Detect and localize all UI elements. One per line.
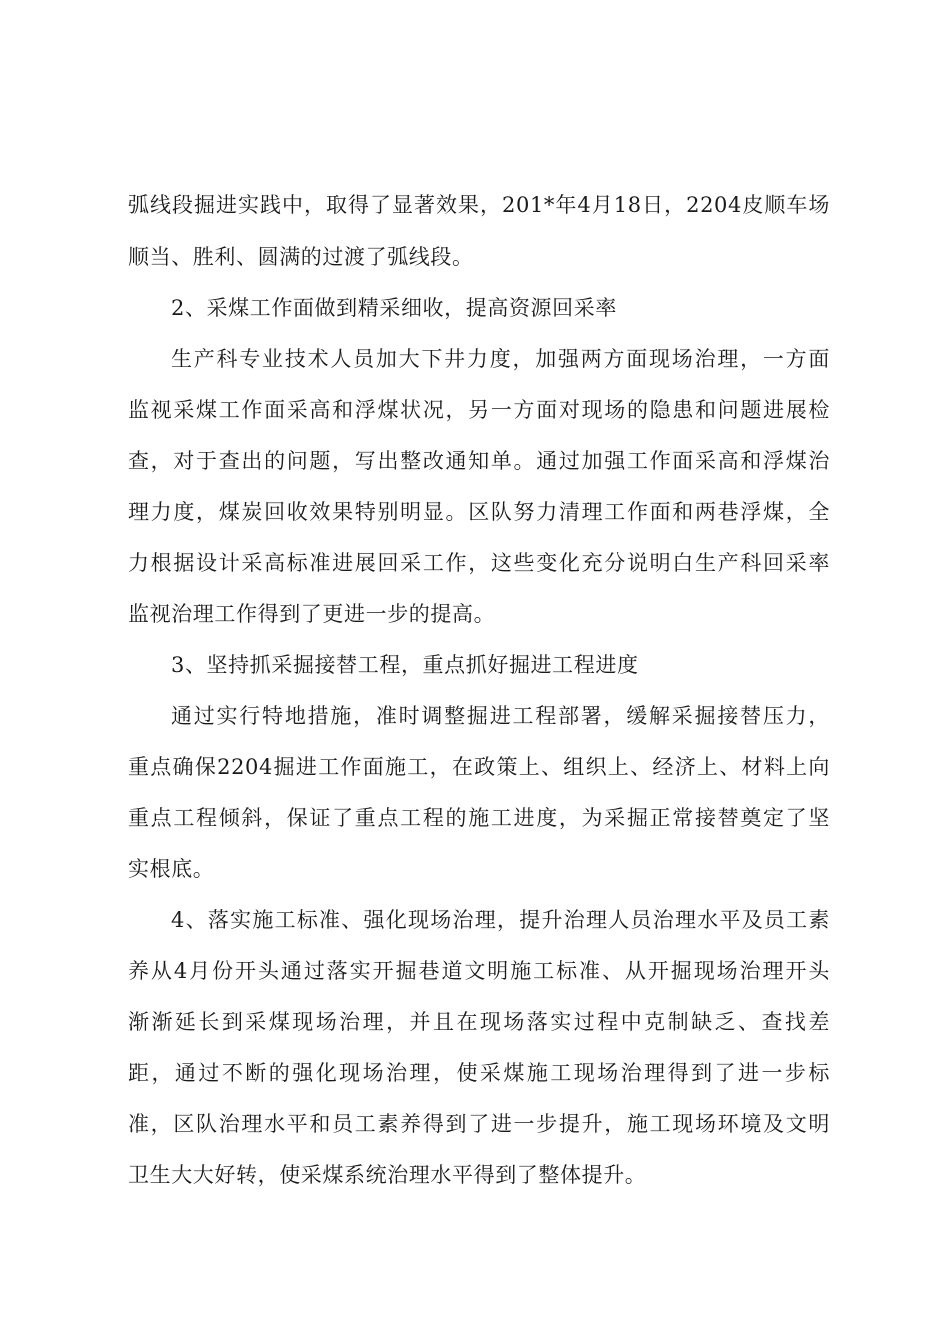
paragraph-3-line-4: 实根底。 xyxy=(128,857,215,881)
paragraph-2-line-2: 监视采煤工作面采高和浮煤状况，另一方面对现场的隐患和问题进展检 xyxy=(128,398,830,422)
section-heading-2: 2、采煤工作面做到精采细收，提高资源回采率 xyxy=(171,296,617,320)
paragraph-1-line-2: 顺当、胜利、圆满的过渡了弧线段。 xyxy=(128,245,474,269)
section-heading-4: 4、落实施工标准、强化现场治理，提升治理人员治理水平及员工素 xyxy=(171,908,830,932)
paragraph-4-line-5: 卫生大大好转，使采煤系统治理水平得到了整体提升。 xyxy=(128,1163,647,1187)
paragraph-2-line-3: 查，对于查出的问题，写出整改通知单。通过加强工作面采高和浮煤治 xyxy=(128,449,830,473)
paragraph-1-line-1: 弧线段掘进实践中，取得了显著效果，201*年4月18日，2204皮顺车场 xyxy=(128,193,830,217)
paragraph-3-line-3: 重点工程倾斜，保证了重点工程的施工进度，为采掘正常接替奠定了坚 xyxy=(128,806,830,830)
paragraph-4-line-2: 渐渐延长到采煤现场治理，并且在现场落实过程中克制缺乏、查找差 xyxy=(128,1010,830,1034)
section-heading-3: 3、坚持抓采掘接替工程，重点抓好掘进工程进度 xyxy=(171,653,639,677)
paragraph-2-line-1: 生产科专业技术人员加大下井力度，加强两方面现场治理，一方面 xyxy=(171,347,830,371)
paragraph-4-line-3: 距，通过不断的强化现场治理，使采煤施工现场治理得到了进一步标 xyxy=(128,1061,830,1085)
paragraph-2-line-6: 监视治理工作得到了更进一步的提高。 xyxy=(128,602,496,626)
paragraph-3-line-1: 通过实行特地措施，准时调整掘进工程部署，缓解采掘接替压力， xyxy=(171,704,830,728)
paragraph-3-line-2: 重点确保2204掘进工作面施工，在政策上、组织上、经济上、材料上向 xyxy=(128,755,830,779)
paragraph-2-line-4: 理力度，煤炭回收效果特别明显。区队努力清理工作面和两巷浮煤，全 xyxy=(128,500,830,524)
paragraph-4-line-1: 养从4月份开头通过落实开掘巷道文明施工标准、从开掘现场治理开头 xyxy=(128,959,830,983)
paragraph-2-line-5: 力根据设计采高标准进展回采工作，这些变化充分说明白生产科回采率 xyxy=(128,551,830,575)
paragraph-4-line-4: 准，区队治理水平和员工素养得到了进一步提升，施工现场环境及文明 xyxy=(128,1112,830,1136)
